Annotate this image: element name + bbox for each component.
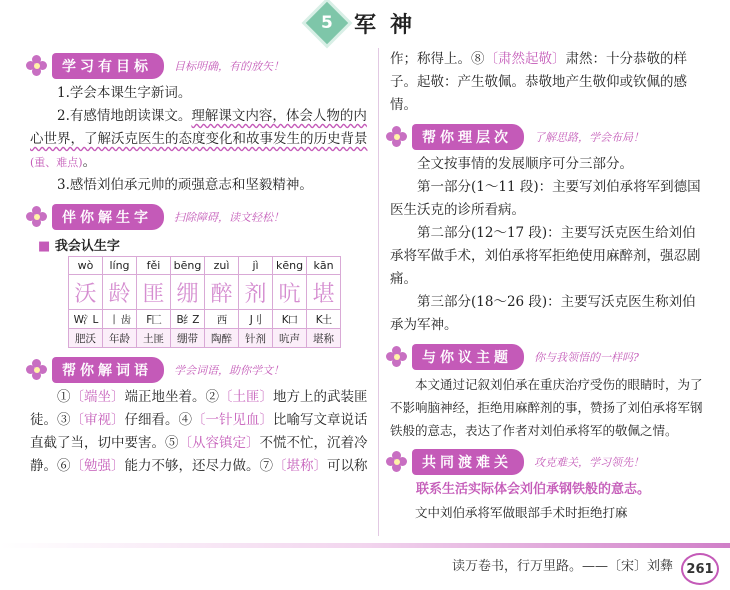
character-cell: 沃 (69, 275, 103, 310)
difficulty-heading: 联系生活实际体会刘伯承钢铁般的意志。 (416, 482, 651, 497)
word-cell: 土匪 (137, 329, 171, 348)
character-cell: 吭 (273, 275, 307, 310)
footer-quote: 读万卷书，行万里路。——〔宋〕刘彝 (452, 559, 674, 574)
page-number: 261 (681, 553, 719, 585)
section-tagline: 目标明确，有的放矢！ (174, 60, 284, 73)
word-cell: 年龄 (103, 329, 137, 348)
character-cell: 剂 (239, 275, 273, 310)
theme-text: 本文通过记叙刘伯承在重庆治疗受伤的眼睛时，为了不影响脑神经，拒绝用麻醉剂的事，赞扬了刘伯承将军钢铁般的意志，表达了作者对刘伯承将军的敬佩之情。 (390, 377, 703, 438)
structure-intro: 全文按事情的发展顺序可分三部分。 (417, 156, 633, 172)
pinyin-cell: fěi (137, 257, 171, 275)
word-definitions: ①〔端坐〕端正地坐着。②〔土匪〕地方上的武装匪徒。③〔审视〕仔细看。④〔一针见血〕比喻写文章说话直截了当，切中要害。⑤〔从容镇定〕不慌不忙，沉着冷静。⑥〔勉强〕能力不够，还尽力做。⑦〔堪称〕可以称 (30, 389, 368, 474)
word-cell: 针剂 (239, 329, 273, 348)
vocab-term: 〔审视〕 (70, 412, 125, 428)
word-definitions-continued: 作；称得上。⑧〔肃然起敬〕肃然：十分恭敬的样子。起敬：产生敬佩。恭敬地产生敬仰或钦佩的感情。 (390, 51, 687, 113)
flower-icon (26, 359, 48, 381)
structure-part-2: 第二部分(12～17 段)：主要写沃克医生给刘伯承将军做手术，刘伯承将军拒绝使用麻醉剂，强忍剧痛。 (390, 225, 701, 287)
section-theme-header (386, 343, 708, 371)
section-tagline: 了解思路，学会布局！ (534, 131, 644, 144)
goal-item-1: 1.学会本课生字新词。 (57, 85, 192, 101)
section-words-header (26, 356, 370, 384)
flower-icon (386, 346, 408, 368)
character-table (68, 256, 341, 348)
flower-icon (26, 55, 48, 77)
section-title: 伴你解生字 (52, 204, 164, 230)
section-tagline: 攻克难关，学习领先！ (534, 456, 644, 469)
key-point-text: 理解课文内容，体会人物的内心世界，了解沃克医生的态度变化和故事发生的历史背景 (30, 108, 368, 147)
goal-item-3: 3.感悟刘伯承元帅的顽强意志和坚毅精神。 (57, 177, 313, 193)
character-cell: 醉 (205, 275, 239, 310)
section-title: 帮你解词语 (52, 357, 164, 383)
section-title: 帮你理层次 (412, 124, 524, 150)
section-goals-header (26, 52, 370, 80)
key-point-note: (重、难点) (30, 156, 83, 169)
left-column (30, 48, 370, 478)
section-tagline: 学会词语，助你学文！ (174, 364, 284, 377)
pinyin-cell: kān (307, 257, 341, 275)
section-tagline: 你与我领悟的一样吗? (534, 351, 639, 364)
flower-icon (26, 206, 48, 228)
vocab-term: 〔端坐〕 (70, 389, 125, 405)
footer-bar (0, 543, 730, 548)
right-column (390, 48, 708, 524)
goal-item-2: 2.有感情地朗读课文。理解课文内容，体会人物的内心世界，了解沃克医生的态度变化和故事发生的历史背景(重、难点)。 (30, 108, 368, 170)
char-subheading: ■ 我会认生字 (38, 239, 120, 254)
pinyin-cell: zuì (205, 257, 239, 275)
flower-icon (386, 126, 408, 148)
column-divider (378, 48, 379, 536)
word-cell: 肥沃 (69, 329, 103, 348)
pinyin-cell: líng (103, 257, 137, 275)
lesson-title: 军神 (354, 11, 427, 38)
lesson-header (312, 6, 426, 40)
section-title: 学习有目标 (52, 53, 164, 79)
word-cell: 吭声 (273, 329, 307, 348)
character-cell: 绷 (171, 275, 205, 310)
radical-cell: W氵L (69, 310, 103, 329)
difficulty-text: 文中刘伯承将军做眼部手术时拒绝打麻 (415, 505, 628, 520)
radical-cell: K口 (273, 310, 307, 329)
vocab-term: 〔肃然起敬〕 (484, 51, 566, 67)
pinyin-cell: jì (239, 257, 273, 275)
radical-cell: 西 (205, 310, 239, 329)
structure-part-1: 第一部分(1～11 段)：主要写刘伯承将军到德国医生沃克的诊所看病。 (390, 179, 701, 218)
section-difficulty-header (386, 448, 708, 476)
pinyin-cell: wò (69, 257, 103, 275)
structure-part-3: 第三部分(18～26 段)：主要写沃克医生称刘伯承为军神。 (390, 294, 696, 333)
section-chars-header (26, 203, 370, 231)
radical-cell: B纟Z (171, 310, 205, 329)
pinyin-cell: kēng (273, 257, 307, 275)
radical-cell: F匚 (137, 310, 171, 329)
flower-icon (386, 451, 408, 473)
lesson-number-badge: 5 (306, 2, 348, 44)
section-title: 与你议主题 (412, 344, 524, 370)
word-cell: 陶醉 (205, 329, 239, 348)
vocab-term: 〔堪称〕 (273, 458, 327, 474)
vocab-term: 〔从容镇定〕 (178, 435, 260, 451)
section-title: 共同渡难关 (412, 449, 524, 475)
character-cell: 匪 (137, 275, 171, 310)
radical-cell: J刂 (239, 310, 273, 329)
section-structure-header (386, 123, 708, 151)
vocab-term: 〔一针见血〕 (192, 412, 273, 428)
vocab-term: 〔勉强〕 (70, 458, 125, 474)
word-cell: 堪称 (307, 329, 341, 348)
radical-cell: 丨 齿 (103, 310, 137, 329)
pinyin-cell: bēng (171, 257, 205, 275)
vocab-term: 〔土匪〕 (219, 389, 273, 405)
radical-cell: K土 (307, 310, 341, 329)
section-tagline: 扫除障碍，读文轻松！ (174, 211, 284, 224)
character-cell: 龄 (103, 275, 137, 310)
word-cell: 绷带 (171, 329, 205, 348)
character-cell: 堪 (307, 275, 341, 310)
